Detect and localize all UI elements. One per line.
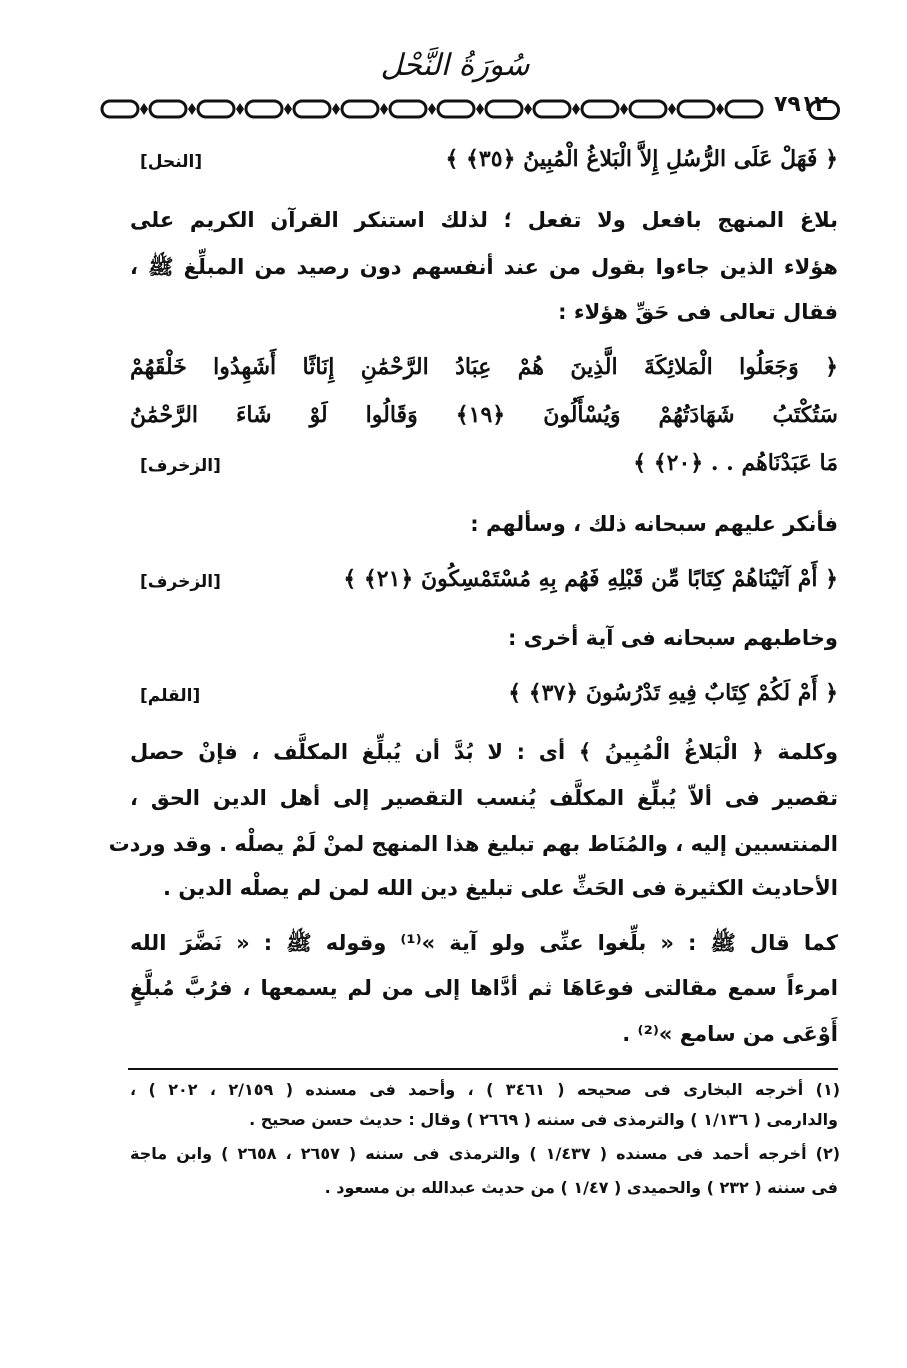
footnote-2-line: (٢) أخرجه أحمد فى مسنده ( ١/٤٣٧ ) والترمذى فى سننه ( ٢٦٥٧ ، ٢٦٥٨ ) وابن ماجة [130,1144,841,1163]
footnote-1-line: والدارمى ( ١/١٣٦ ) والترمذى فى سننه ( ٢٦٦٩ ) وقال : حديث حسن صحيح . [249,1110,838,1129]
verse-az-zukhruf-21: ﴿ أَمْ آتَيْنَاهُمْ كِتَابًا مِّن قَبْلِهِ فَهُم بِهِ مُسْتَمْسِكُونَ ﴿٢١﴾ ﴾ [343,566,838,592]
paragraph-line: هؤلاء الذين جاءوا بقول من عند أنفسهم دون رصيد من المبلِّغ ﷺ ، [130,255,838,279]
ornamental-border [100,96,770,122]
paragraph-line: فأنكر عليهم سبحانه ذلك ، وسألهم : [470,512,838,536]
paragraph-line: وخاطبهم سبحانه فى آية أخرى : [507,626,838,650]
paragraph-line: بلاغ المنهج بافعل ولا تفعل ؛ لذلك استنكر القرآن الكريم على [130,208,838,232]
verse-az-zukhruf-19: ﴿ وَجَعَلُوا الْمَلائِكَةَ الَّذِينَ هُمْ عِبَادُ الرَّحْمَٰنِ إِنَاثًا أَشَهِدُوا خَلْقَهُمْ [130,354,838,380]
paragraph-line: فقال تعالى فى حَقِّ هؤلاء : [558,300,838,324]
footnote-1-line: (١) أخرجه البخارى فى صحيحه ( ٣٤٦١ ) ، وأحمد فى مسنده ( ٢/١٥٩ ، ٢٠٢ ) ، [130,1080,841,1099]
paragraph-line: أَوْعَى من سامع »⁽²⁾ . [622,1022,838,1046]
page-number-block [770,92,850,122]
verse-source-az-zukhruf: [الزخرف] [140,456,221,476]
verse-az-zukhruf-19-cont: سَتُكْتَبُ شَهَادَتُهُمْ وَيُسْأَلُونَ ﴿١٩﴾ وَقَالُوا لَوْ شَاءَ الرَّحْمَٰنُ [130,402,838,428]
paragraph-line: كما قال ﷺ : « بلِّغوا عنِّى ولو آية »⁽¹⁾ وقوله ﷺ : « نَضَّرَ الله [130,931,838,955]
verse-source-al-qalam: [القلم] [140,686,201,706]
paragraph-line: الأحاديث الكثيرة فى الحَثِّ على تبليغ دين الله لمن لم يصلْه الدين . [163,876,838,900]
verse-az-zukhruf-20: مَا عَبَدْنَاهُم . . ﴿٢٠﴾ ﴾ [633,450,838,476]
paragraph-line: تقصير فى ألاّ يُبلِّغ المكلَّف يُنسب التقصير إلى أهل الدين الحق ، [130,786,838,810]
surah-title: سُورَةُ النَّحْل [380,48,530,83]
paragraph-line: المنتسبين إليه ، والمُنَاط بهم تبليغ هذا المنهج لمنْ لَمْ يصلْه . وقد وردت [108,832,838,856]
footnote-2-line: فى سننه ( ٢٣٢ ) والحميدى ( ١/٤٧ ) من حديث عبدالله بن مسعود . [324,1178,838,1197]
page-number: ٧٩١٢ [774,92,828,117]
paragraph-line: امرءاً سمع مقالتى فوعَاهَا ثم أدَّاها إلى من لم يسمعها ، فرُبَّ مُبلَّغٍ [130,976,838,1000]
page-number-ornament [808,100,840,120]
footnote-separator [128,1068,838,1070]
verse-source-an-nahl: [النحل] [140,152,203,172]
verse-source-az-zukhruf: [الزخرف] [140,572,221,592]
verse-al-qalam-37: ﴿ أَمْ لَكُمْ كِتَابٌ فِيهِ تَدْرُسُونَ ﴿٣٧﴾ ﴾ [508,680,838,706]
verse-an-nahl-35: ﴿ فَهَلْ عَلَى الرُّسُلِ إِلاَّ الْبَلاغُ الْمُبِينُ ﴿٣٥﴾ ﴾ [445,146,838,172]
paragraph-line: وكلمة ﴿ الْبَلاغُ الْمُبِينُ ﴾ أى : لا بُدَّ أن يُبلِّغ المكلَّف ، فإنْ حصل [130,740,838,764]
